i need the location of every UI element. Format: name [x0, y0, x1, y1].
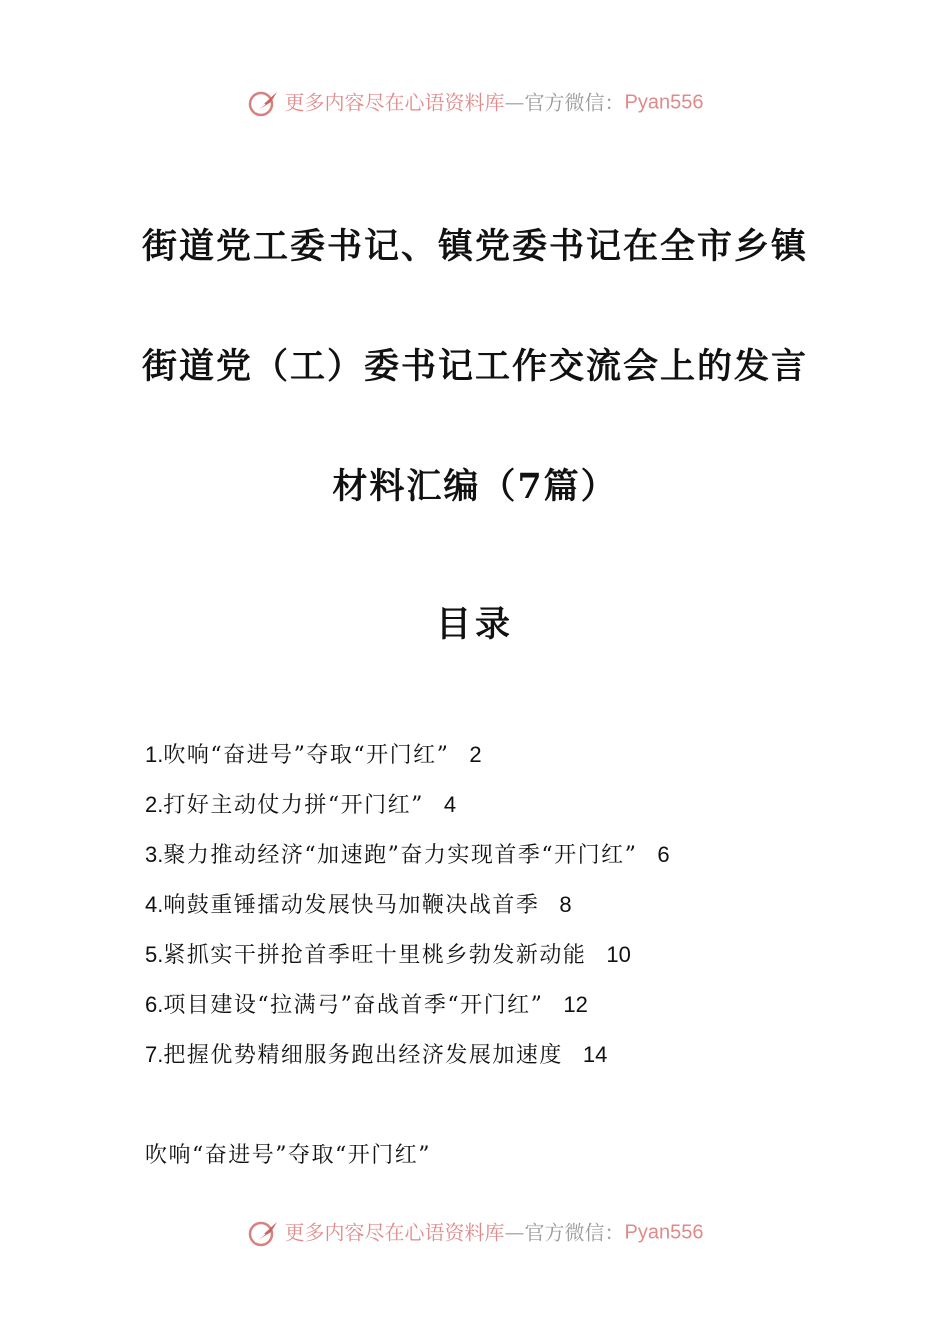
watermark-account: Pyan556 [624, 91, 704, 114]
toc-item-text: 打好主动仗力拼“开门红” [163, 793, 424, 818]
toc-heading: 目录 [435, 604, 514, 645]
toc-item[interactable] [145, 985, 670, 1035]
toc-item-page: 8 [559, 892, 572, 917]
quill-pen-icon [247, 1218, 281, 1248]
watermark-dash: — [504, 1220, 525, 1245]
watermark-text: 更多内容尽在心语资料库 [284, 1220, 505, 1245]
toc-item-number: 2. [145, 792, 164, 817]
toc-item-number: 6. [145, 992, 164, 1017]
toc-item-number: 7. [145, 1042, 164, 1067]
toc-item-text: 聚力推动经济“加速跑”奋力实现首季“开门红” [163, 843, 638, 868]
title-line-3: 材料汇编（7篇） [332, 466, 618, 507]
watermark-footer [0, 1216, 950, 1248]
toc-item-number: 5. [145, 942, 164, 967]
toc-item[interactable] [145, 935, 670, 985]
toc-item-page: 12 [563, 992, 588, 1017]
watermark-official-label: 官方微信： [524, 1220, 625, 1245]
toc-item[interactable] [145, 785, 670, 835]
toc-item[interactable] [145, 1035, 670, 1085]
toc-item-text: 项目建设“拉满弓”奋战首季“开门红” [163, 993, 544, 1018]
toc-item-page: 6 [657, 842, 670, 867]
quill-pen-icon [247, 88, 281, 118]
toc-item[interactable] [145, 885, 670, 935]
title-line-2: 街道党（工）委书记工作交流会上的发言 [141, 346, 808, 387]
toc-item-page: 10 [606, 942, 631, 967]
toc-item-number: 4. [145, 892, 164, 917]
toc-item-text: 把握优势精细服务跑出经济发展加速度 [163, 1043, 563, 1068]
watermark-dash: — [504, 90, 525, 115]
section-heading: 吹响“奋进号”夺取“开门红” [145, 1143, 431, 1168]
toc-item-text: 紧抓实干拼抢首季旺十里桃乡勃发新动能 [163, 943, 587, 968]
toc-item-number: 1. [145, 742, 164, 767]
toc-item-page: 4 [443, 792, 457, 817]
toc-item[interactable] [145, 835, 670, 885]
watermark-header [0, 86, 950, 118]
toc-item-text: 响鼓重锤擂动发展快马加鞭决战首季 [163, 893, 540, 918]
toc-item-page: 14 [582, 1042, 608, 1067]
watermark-text: 更多内容尽在心语资料库 [284, 90, 505, 115]
watermark-official-label: 官方微信： [524, 90, 625, 115]
toc-item-page: 2 [469, 742, 482, 767]
toc-item[interactable] [145, 735, 670, 785]
toc-item-number: 3. [145, 842, 164, 867]
title-line-1: 街道党工委书记、镇党委书记在全市乡镇 [141, 226, 808, 267]
toc-item-text: 吹响“奋进号”夺取“开门红” [163, 743, 450, 768]
table-of-contents [145, 735, 670, 1085]
watermark-account: Pyan556 [624, 1221, 704, 1244]
